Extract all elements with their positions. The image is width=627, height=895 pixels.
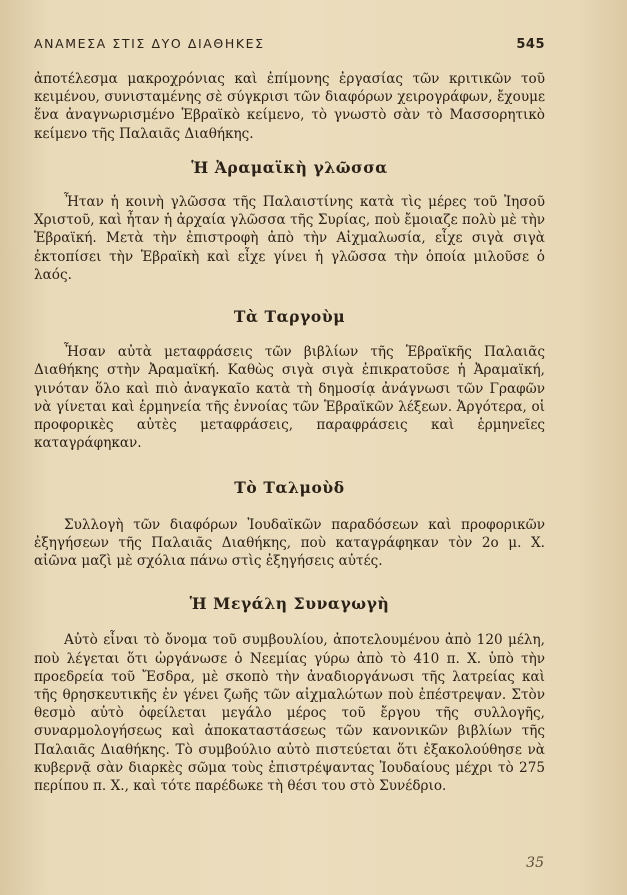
page-header <box>34 36 545 56</box>
great-synagogue-paragraph: Αὐτὸ εἶναι τὸ ὄνομα τοῦ συμβουλίου, ἀποτελουμένου ἀπὸ 120 μέλη, ποὺ λέγεται ὅτι ὠργάνωσε ὁ Νεεμίας γύρω ἀπὸ τὸ 410 π. Χ. ὑπὸ τὴν προεδρεία τοῦ Ἔσδρα, μὲ σκοπὸ τὴν ἀναδιοργάνωσι τῆς λατρείας καὶ τῆς θρησκευτικῆς ἐν γένει ζωῆς τῶν αἰχμαλώτων ποὺ ἐπέστρεψαν. Στὸν θεσμὸ αὐτὸ ὀφείλεται μεγάλο μέρος τοῦ ἔργου τῆς συλλογῆς, συναρμολογήσεως καὶ ἀποκαταστάσεως τῶν κανονικῶν βιβλίων τῆς Παλαιᾶς Διαθήκης. Τὸ συμβούλιο αὐτὸ πιστεύεται ὅτι ἐξακολούθησε νὰ κυβερνᾷ σὰν διαρκὲς σῶμα τοὺς ἐπιστρέψαντας Ἰουδαίους μέχρι τὸ 275 περίπου π. Χ., καὶ τότε παρέδωκε τὴ θέσι του στὸ Συνέδριο. <box>34 632 545 795</box>
section-heading-talmud: Τὸ Ταλμοὺδ <box>234 478 345 498</box>
running-title: ΑΝΑΜΕΣΑ ΣΤΙΣ ΔΥΟ ΔΙΑΘΗΚΕΣ <box>34 36 265 51</box>
section-heading-great-synagogue: Ἡ Μεγάλη Συναγωγὴ <box>189 594 390 614</box>
section-heading-aramaic: Ἡ Ἀραμαϊκὴ γλῶσσα <box>191 157 388 177</box>
intro-paragraph: ἀποτέλεσμα μακροχρόνιας καὶ ἐπίμονης ἐργασίας τῶν κριτικῶν τοῦ κειμένου, συνισταμένης σὲ σύγκρισι τῶν διαφόρων χειρογράφων, ἔχουμε ἕνα ἀναγνωρισμένο Ἑβραϊκὸ κείμενο, τὸ γνωστὸ σὰν τὸ Μασσορητικὸ κείμενο τῆς Παλαιᾶς Διαθήκης. <box>34 71 545 142</box>
signature-mark: 35 <box>526 855 544 871</box>
talmud-paragraph: Συλλογὴ τῶν διαφόρων Ἰουδαϊκῶν παραδόσεων καὶ προφορικῶν ἐξηγήσεων τῆς Παλαιᾶς Διαθήκης, ποὺ καταγράφηκαν τὸν 2ο μ. Χ. αἰῶνα μαζὶ μὲ σχόλια πάνω στὶς ἐξηγήσεις αὐτές. <box>34 516 545 570</box>
targum-paragraph: Ἦσαν αὐτὰ μεταφράσεις τῶν βιβλίων τῆς Ἑβραϊκῆς Παλαιᾶς Διαθήκης στὴν Ἀραμαϊκή. Καθὼς σιγὰ σιγὰ ἐπικρατοῦσε ἡ Ἀραμαϊκή, γινόταν ὅλο καὶ πιὸ ἀναγκαῖο κατὰ τὴ δημοσίᾳ ἀνάγνωσι τῶν Γραφῶν νὰ γίνεται καὶ ἑρμηνεία τῆς ἐννοίας τῶν Ἑβραϊκῶν λέξεων. Ἀργότερα, οἱ προφορικὲς αὐτὲς μεταφράσεις, παραφράσεις καὶ ἑρμηνεῖες καταγράφηκαν. <box>34 344 545 452</box>
page-number: 545 <box>516 37 545 52</box>
section-heading-targum: Τὰ Ταργοὺμ <box>233 307 346 327</box>
aramaic-paragraph: Ἦταν ἡ κοινὴ γλῶσσα τῆς Παλαιστίνης κατὰ τὶς μέρες τοῦ Ἰησοῦ Χριστοῦ, καὶ ἦταν ἡ ἀρχαία γλῶσσα τῆς Συρίας, ποὺ ἔμοιαζε πολὺ μὲ τὴν Ἑβραϊκή. Μετὰ τὴν ἐπιστροφὴ ἀπὸ τὴν Αἰχμαλωσία, εἶχε σιγὰ σιγὰ ἐκτοπίσει τὴν Ἑβραϊκὴ καὶ εἶχε γίνει ἡ γλῶσσα τὴν ὁποία μιλοῦσε ὁ λαός. <box>34 194 545 283</box>
page-body <box>34 70 545 795</box>
